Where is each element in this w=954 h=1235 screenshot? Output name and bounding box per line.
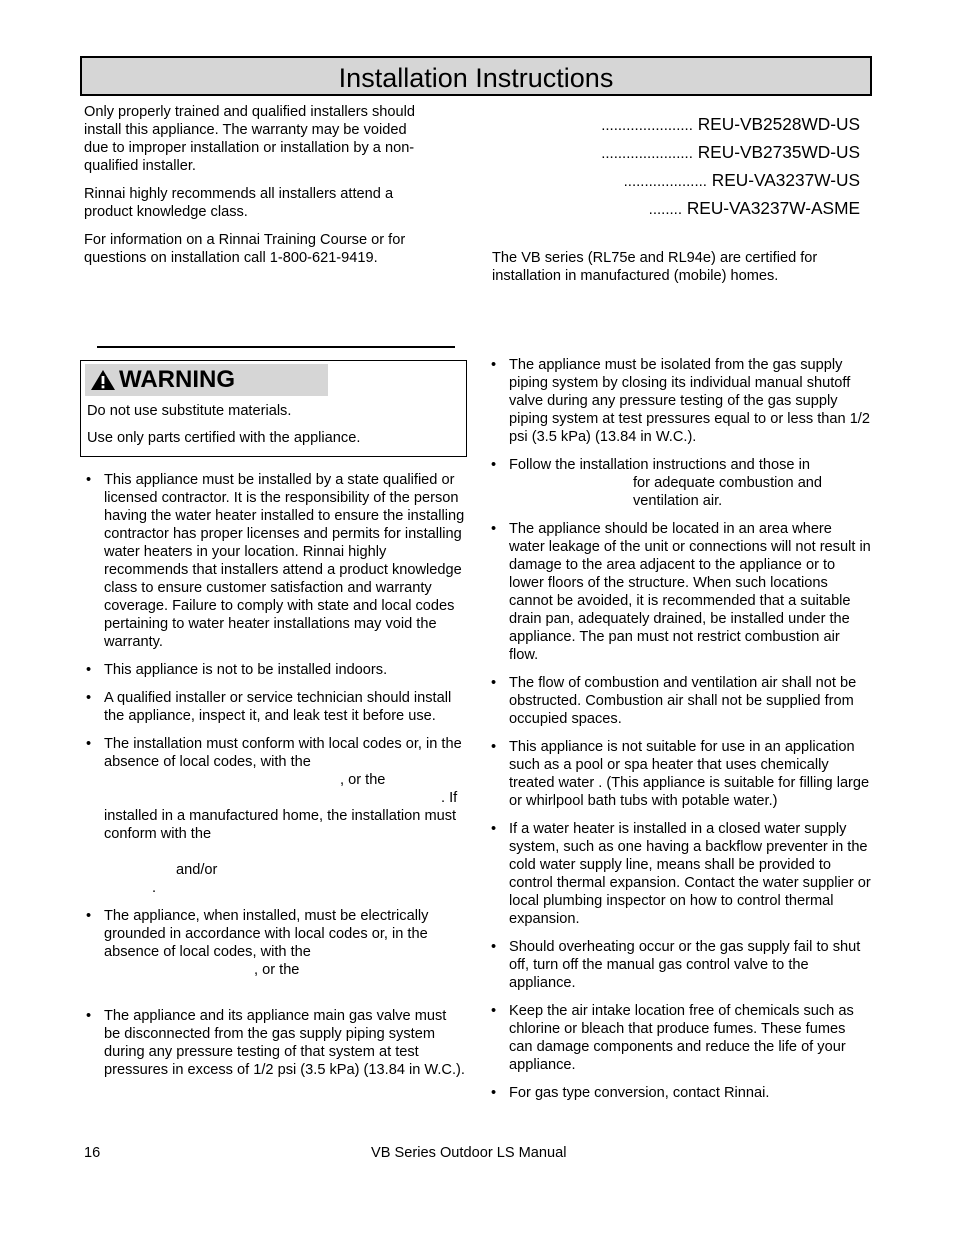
warning-line: Use only parts certified with the appliance. — [87, 430, 361, 446]
warning-label: WARNING — [119, 366, 235, 393]
list-item-grounding — [84, 907, 466, 997]
list-item: • The appliance should be located in an area where water leakage of the unit or connections will not result in damage to the area adjacent to the appliance or to lower floors of the structure. When such locations cannot be avoided, it is recommended that a suitable drain pan, adequately drained, be installed under the appliance. The pan must not restrict combustion air flow. — [489, 520, 871, 664]
warning-header — [85, 364, 328, 396]
list-item: • The appliance must be isolated from the gas supply piping system by closing its individual manual shutoff valve during any pressure testing of the gas supply piping system at test pressures equal to or less than 1/2 psi (3.5 kPa) (13.84 in W.C.). — [489, 356, 871, 446]
warning-line: Do not use substitute materials. — [87, 403, 292, 419]
warning-triangle-icon — [90, 369, 116, 391]
grounding-text: • The appliance, when installed, must be electrically grounded in accordance with local codes or, in the absence of local codes, with the — [104, 908, 429, 960]
codes-manufactured: installed in a manufactured home, the installation must conform with the — [104, 808, 457, 842]
intro-paragraph: For information on a Rinnai Training Course or for questions on installation call 1-800-621-9419. — [84, 232, 406, 266]
list-item: • For gas type conversion, contact Rinnai. — [489, 1084, 871, 1102]
left-column — [84, 471, 466, 1089]
model-list — [540, 111, 860, 223]
model-name: REU-VB2528WD-US — [697, 114, 860, 134]
list-item-codes — [84, 735, 466, 897]
model-name: REU-VB2735WD-US — [697, 142, 860, 162]
model-row: ...................... REU-VB2528WD-US — [601, 114, 860, 134]
model-row: .................... REU-VA3237W-US — [623, 170, 860, 190]
intro-paragraph: Rinnai highly recommends all installers attend a product knowledge class. — [84, 186, 394, 220]
ventilation-tail: for adequate combustion and ventilation air. — [633, 475, 823, 509]
list-item: • Should overheating occur or the gas supply fail to shut off, turn off the manual gas control valve to the appliance. — [489, 938, 871, 992]
model-name: REU-VA3237W-ASME — [686, 198, 860, 218]
page-number: 16 — [84, 1145, 101, 1161]
intro-text — [84, 103, 419, 277]
codes-end: . — [152, 880, 157, 896]
ventilation-text: • Follow the installation instructions and those in — [509, 457, 810, 473]
right-column — [489, 356, 871, 1112]
model-row: ...................... REU-VB2735WD-US — [601, 142, 860, 162]
certification-note: The VB series (RL75e and RL94e) are certified for installation in manufactured (mobile) homes. — [492, 250, 818, 284]
intro-paragraph: Only properly trained and qualified installers should install this appliance. The warranty may be voided due to improper installation or installation by a non-qualified installer. — [84, 104, 415, 174]
model-name: REU-VA3237W-US — [711, 170, 860, 190]
list-item: • The appliance and its appliance main gas valve must be disconnected from the gas supply piping system during any pressure testing of that system at test pressures in excess of 1/2 psi (3.5 kPa) (13.84 in W.C.). — [84, 1007, 466, 1079]
manual-title: VB Series Outdoor LS Manual — [371, 1145, 567, 1161]
codes-if: . If — [441, 790, 458, 806]
warning-box — [80, 360, 467, 457]
list-item: • Keep the air intake location free of chemicals such as chlorine or bleach that produce fumes. These fumes can damage components and reduce the life of your appliance. — [489, 1002, 871, 1074]
section-divider — [97, 346, 455, 348]
list-item: • If a water heater is installed in a closed water supply system, such as one having a backflow preventer in the cold water supply line, means shall be provided to control thermal expansion. Contact the water supplier or local plumbing inspector on how to control thermal expansion. — [489, 820, 871, 928]
list-item: • A qualified installer or service technician should install the appliance, inspect it, and leak test it before use. — [84, 689, 466, 725]
codes-and-or: and/or — [176, 862, 218, 878]
list-item: • This appliance must be installed by a state qualified or licensed contractor. It is the responsibility of the person having the water heater installed to ensure the installing contractor has proper licenses and permits for installing water heaters in your location. Rinnai highly recommends that installers attend a product knowledge class to ensure customer satisfaction and warranty coverage. Failure to comply with state and local codes pertaining to water heater installations may void the warranty. — [84, 471, 466, 651]
page-title: Installation Instructions — [80, 56, 872, 96]
grounding-tail: , or the — [254, 962, 300, 978]
codes-intro: • The installation must conform with local codes or, in the absence of local codes, with the — [104, 736, 462, 770]
list-item: • The flow of combustion and ventilation air shall not be obstructed. Combustion air shall not be supplied from occupied spaces. — [489, 674, 871, 728]
model-row: ........ REU-VA3237W-ASME — [648, 198, 860, 218]
list-item-ventilation — [489, 456, 871, 510]
codes-or-the: , or the — [340, 772, 386, 788]
list-item: • This appliance is not to be installed indoors. — [84, 661, 466, 679]
list-item: • This appliance is not suitable for use in an application such as a pool or spa heater that uses chemically treated water . (This appliance is suitable for filling large or whirlpool bath tubs with potable water.) — [489, 738, 871, 810]
